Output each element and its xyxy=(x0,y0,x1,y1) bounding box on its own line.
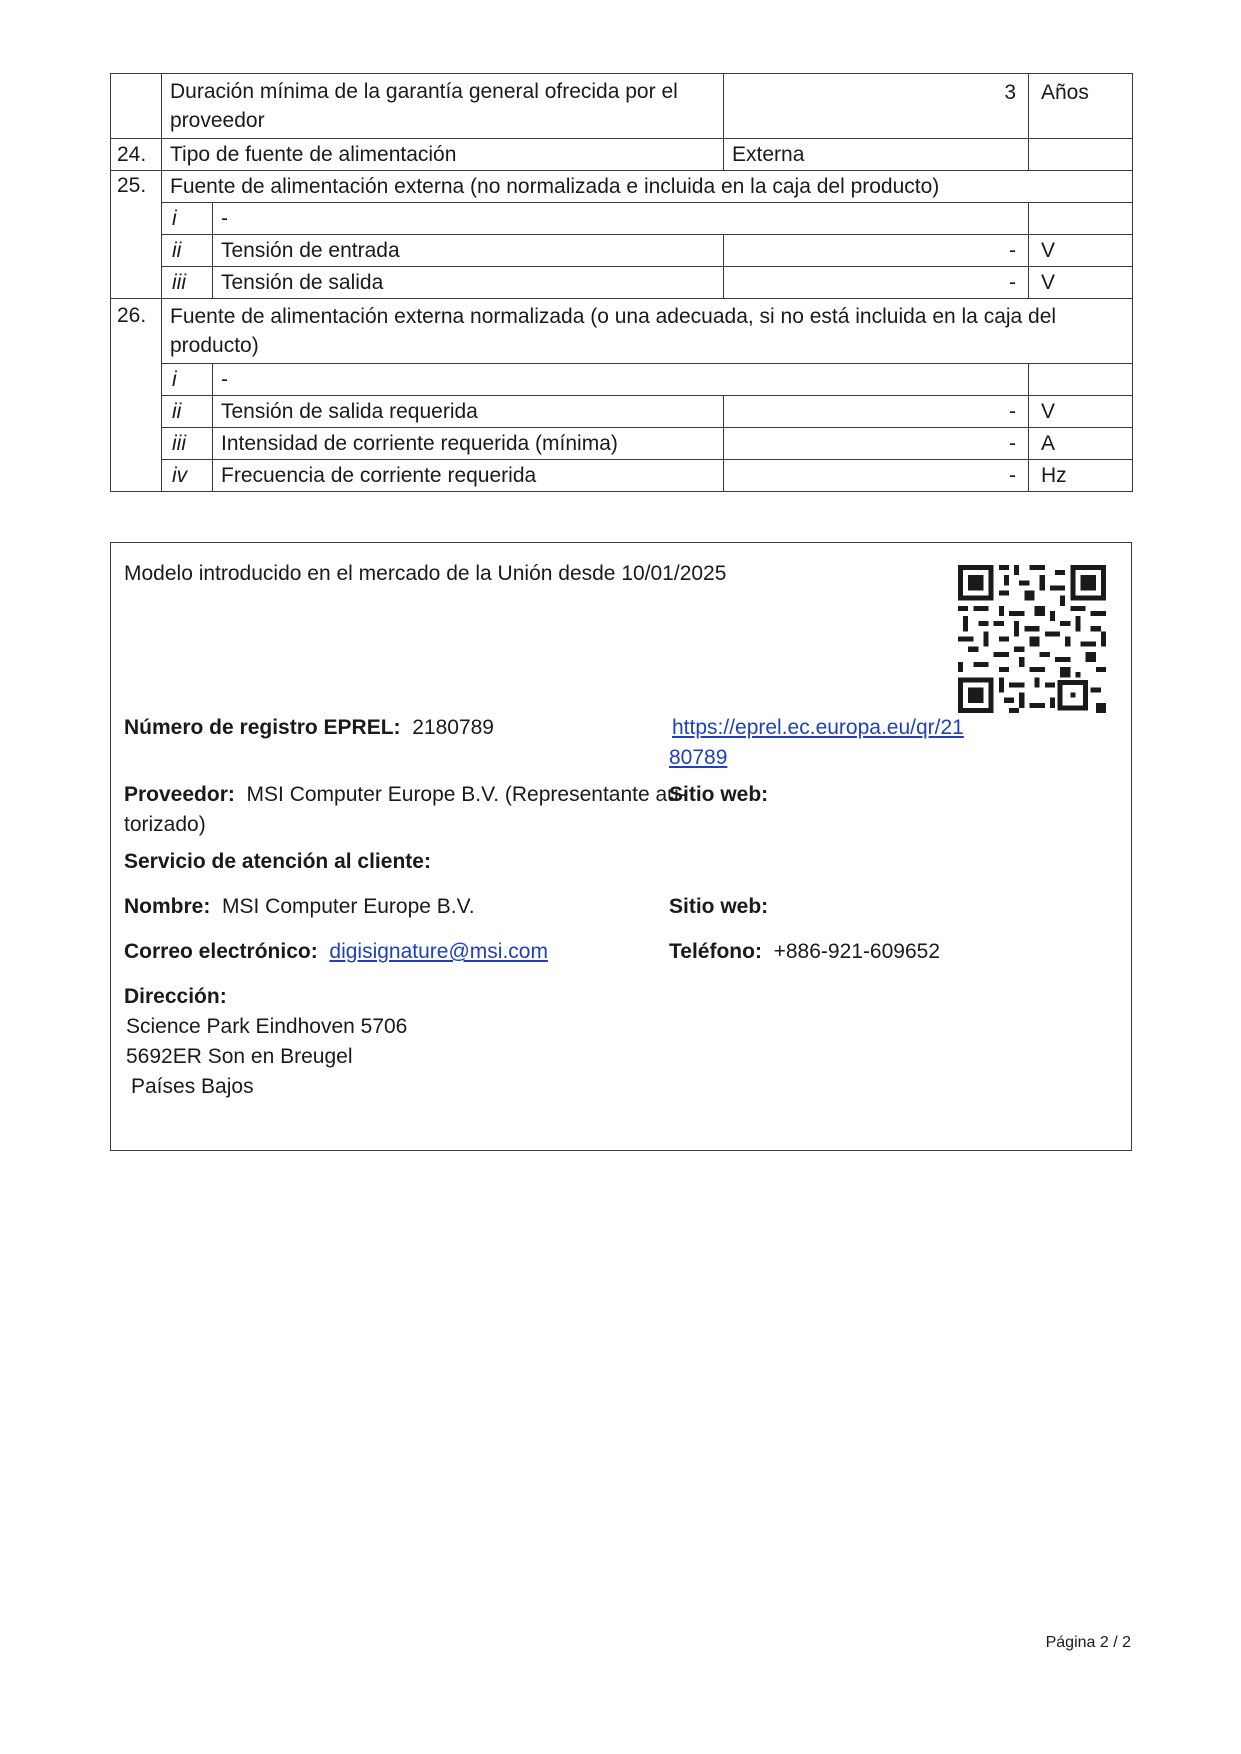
warranty-row xyxy=(111,74,1133,139)
subrow-unit-empty xyxy=(1029,364,1133,396)
subrow-label: - xyxy=(213,203,1029,235)
subrow xyxy=(111,428,1133,460)
supplier-value-line1: MSI Computer Europe B.V. (Representante au- xyxy=(246,783,686,806)
subrow-unit: A xyxy=(1029,428,1133,460)
row-unit-empty xyxy=(1029,139,1133,171)
row-25 xyxy=(111,171,1133,203)
spec-table xyxy=(110,73,1133,492)
market-date-text: Modelo introducido en el mercado de la Unión desde 10/01/2025 xyxy=(124,562,727,585)
phone-value: +886-921-609652 xyxy=(773,940,941,963)
name-value: MSI Computer Europe B.V. xyxy=(222,895,475,918)
subrow-unit: V xyxy=(1029,396,1133,428)
address xyxy=(124,982,407,1102)
subrow-label: - xyxy=(213,364,1029,396)
subrow-value: - xyxy=(724,428,1029,460)
row-number: 25. xyxy=(111,171,162,299)
subrow-index: iii xyxy=(162,428,213,460)
contact-name xyxy=(124,892,475,922)
warranty-label: Duración mínima de la garantía general ofrecida por el proveedor xyxy=(162,74,724,139)
address-line3: Países Bajos xyxy=(131,1075,254,1098)
row-24 xyxy=(111,139,1133,171)
row-number-empty xyxy=(111,74,162,139)
subrow xyxy=(111,396,1133,428)
contact-website-label: Sitio web: xyxy=(669,895,769,918)
address-line1: Science Park Eindhoven 5706 xyxy=(126,1015,408,1038)
subrow-unit: Hz xyxy=(1029,460,1133,492)
subrow-index: iii xyxy=(162,267,213,299)
subrow-value: - xyxy=(724,396,1029,428)
row-label: Fuente de alimentación externa normalizada (o una adecuada, si no está incluida en la caja del producto) xyxy=(162,299,1133,364)
row-label: Fuente de alimentación externa (no normalizada e incluida en la caja del producto) xyxy=(162,171,1133,203)
subrow-value: - xyxy=(724,267,1029,299)
subrow-unit-empty xyxy=(1029,203,1133,235)
supplier-value-line2: torizado) xyxy=(124,813,206,836)
address-label: Dirección: xyxy=(124,985,227,1008)
eprel-url-line1[interactable]: https://eprel.ec.europa.eu/qr/21 xyxy=(672,716,964,739)
subrow-index: ii xyxy=(162,235,213,267)
customer-service-label: Servicio de atención al cliente: xyxy=(124,850,431,873)
subrow-label: Intensidad de corriente requerida (mínima) xyxy=(213,428,724,460)
page-number: Página 2 / 2 xyxy=(1045,1634,1131,1651)
subrow xyxy=(111,364,1133,396)
subrow-index: iv xyxy=(162,460,213,492)
row-label: Tipo de fuente de alimentación xyxy=(162,139,724,171)
row-number: 24. xyxy=(111,139,162,171)
subrow-unit: V xyxy=(1029,267,1133,299)
row-number: 26. xyxy=(111,299,162,492)
warranty-value: 3 xyxy=(724,74,1029,139)
eprel-value: 2180789 xyxy=(412,716,494,739)
subrow-label: Frecuencia de corriente requerida xyxy=(213,460,724,492)
row-26 xyxy=(111,299,1133,364)
subrow-label: Tensión de entrada xyxy=(213,235,724,267)
email-link[interactable]: digisignature@msi.com xyxy=(329,940,548,963)
warranty-unit: Años xyxy=(1029,74,1133,139)
eprel-registration xyxy=(124,713,494,743)
eprel-label: Número de registro EPREL: xyxy=(124,716,401,739)
subrow-label: Tensión de salida requerida xyxy=(213,396,724,428)
subrow xyxy=(111,203,1133,235)
contact-email xyxy=(124,937,548,967)
row-value: Externa xyxy=(724,139,1029,171)
address-line2: 5692ER Son en Breugel xyxy=(126,1045,353,1068)
subrow xyxy=(111,460,1133,492)
subrow xyxy=(111,235,1133,267)
subrow-index: ii xyxy=(162,396,213,428)
eprel-link[interactable] xyxy=(669,713,964,773)
supplier-info-box xyxy=(110,542,1132,1151)
name-label: Nombre: xyxy=(124,895,211,918)
subrow-label: Tensión de salida xyxy=(213,267,724,299)
eprel-url-line2[interactable]: 80789 xyxy=(669,746,728,769)
subrow-value: - xyxy=(724,460,1029,492)
supplier-website-label: Sitio web: xyxy=(669,783,769,806)
qr-code-icon[interactable] xyxy=(958,565,1106,713)
subrow-index: i xyxy=(162,364,213,396)
supplier xyxy=(124,780,686,840)
subrow xyxy=(111,267,1133,299)
subrow-index: i xyxy=(162,203,213,235)
subrow-value: - xyxy=(724,235,1029,267)
email-label: Correo electrónico: xyxy=(124,940,318,963)
phone-label: Teléfono: xyxy=(669,940,762,963)
supplier-label: Proveedor: xyxy=(124,783,235,806)
subrow-unit: V xyxy=(1029,235,1133,267)
contact-phone xyxy=(669,937,940,967)
